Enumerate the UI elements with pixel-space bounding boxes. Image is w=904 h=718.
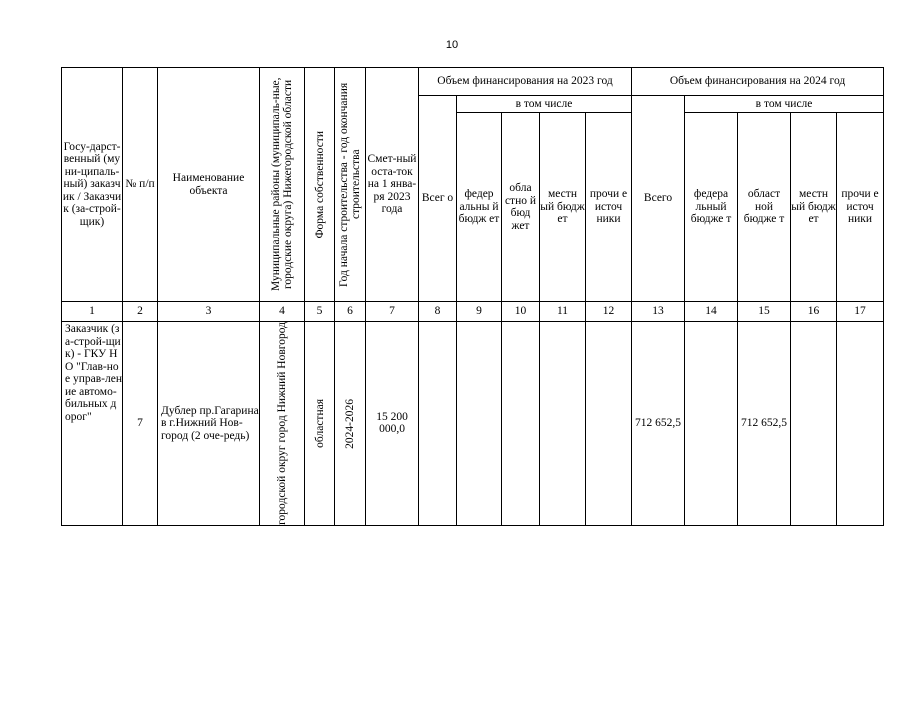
- row-other-2024: [837, 322, 884, 526]
- row-municipal-district: городской округ город Нижний Новгород: [260, 322, 305, 526]
- header-regional-2023: обла стно й бюд жет: [502, 113, 540, 302]
- header-federal-2024: федера льный бюдже т: [685, 113, 738, 302]
- row-regional-2024: 712 652,5: [738, 322, 791, 526]
- column-number: 12: [586, 302, 632, 322]
- header-local-2023: местн ый бюдж ет: [540, 113, 586, 302]
- header-construction-years: Год начала строительства - год окончания строительства: [335, 68, 366, 302]
- column-number: 9: [457, 302, 502, 322]
- header-including-2024: в том числе: [685, 96, 884, 113]
- column-number: 17: [837, 302, 884, 322]
- row-local-2024: [791, 322, 837, 526]
- column-number: 1: [62, 302, 123, 322]
- column-number: 6: [335, 302, 366, 322]
- column-number-row: [62, 302, 884, 322]
- header-funding-2024: Объем финансирования на 2024 год: [632, 68, 884, 96]
- header-customer: Госу-дарст-венный (муни-ципаль-ный) заказчик / Заказчик (за-строй-щик): [62, 68, 123, 302]
- header-other-2024: прочи е источ ники: [837, 113, 884, 302]
- column-number: 4: [260, 302, 305, 322]
- column-number: 8: [419, 302, 457, 322]
- column-number: 13: [632, 302, 685, 322]
- header-municipal-districts: Муниципальные районы (муниципаль-ные, городские округа) Нижегородской области: [260, 68, 305, 302]
- header-other-2023: прочи е источ ники: [586, 113, 632, 302]
- row-federal-2024: [685, 322, 738, 526]
- row-total-2024: 712 652,5: [632, 322, 685, 526]
- column-number: 7: [366, 302, 419, 322]
- row-object-name: Дублер пр.Гагарина в г.Нижний Нов-город (2 оче-редь): [158, 322, 260, 526]
- row-local-2023: [540, 322, 586, 526]
- header-ownership-form: Форма собственности: [305, 68, 335, 302]
- row-other-2023: [586, 322, 632, 526]
- header-number: № п/п: [123, 68, 158, 302]
- header-total-2024: Всего: [632, 96, 685, 302]
- funding-table: [61, 67, 884, 526]
- row-number: 7: [123, 322, 158, 526]
- header-total-2023: Всег о: [419, 96, 457, 302]
- column-number: 11: [540, 302, 586, 322]
- row-regional-2023: [502, 322, 540, 526]
- row-ownership-form: областная: [305, 322, 335, 526]
- header-regional-2024: област ной бюдже т: [738, 113, 791, 302]
- row-customer: Заказчик (за-строй-щик) - ГКУ НО "Глав-ное управ-ление автомо-бильных дорог": [62, 322, 123, 526]
- row-estimated-balance: 15 200 000,0: [366, 322, 419, 526]
- column-number: 2: [123, 302, 158, 322]
- header-local-2024: местн ый бюдж ет: [791, 113, 837, 302]
- column-number: 3: [158, 302, 260, 322]
- column-number: 15: [738, 302, 791, 322]
- header-federal-2023: федер альны й бюдж ет: [457, 113, 502, 302]
- column-number: 5: [305, 302, 335, 322]
- row-federal-2023: [457, 322, 502, 526]
- column-number: 14: [685, 302, 738, 322]
- column-number: 10: [502, 302, 540, 322]
- table-row: [62, 322, 884, 526]
- header-estimated-balance: Смет-ный оста-ток на 1 янва-ря 2023 года: [366, 68, 419, 302]
- header-funding-2023: Объем финансирования на 2023 год: [419, 68, 632, 96]
- page-number: 10: [445, 39, 459, 51]
- row-construction-years: 2024-2026: [335, 322, 366, 526]
- header-including-2023: в том числе: [457, 96, 632, 113]
- header-object-name: Наименование объекта: [158, 68, 260, 302]
- column-number: 16: [791, 302, 837, 322]
- row-total-2023: [419, 322, 457, 526]
